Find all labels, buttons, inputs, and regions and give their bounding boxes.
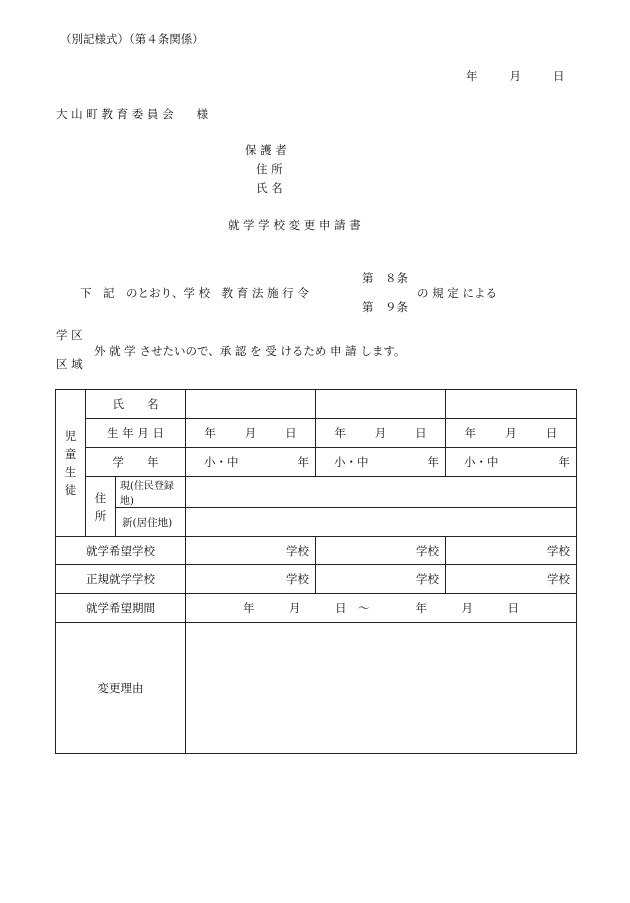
birthdate-field-2[interactable]: 年 月 日 (316, 419, 446, 448)
desired-school-field-1[interactable]: 学校 (186, 537, 316, 565)
addressee: 大 山 町 教 育 委 員 会 様 (56, 107, 209, 121)
document-title: 就 学 学 校 変 更 申 請 書 (228, 218, 361, 232)
change-reason-label: 変更理由 (56, 623, 186, 754)
student-name-field-2[interactable] (316, 390, 446, 419)
applicant-address-label: 住 所 (256, 162, 283, 176)
birthdate-field-1[interactable]: 年 月 日 (186, 419, 316, 448)
article-lower: 第 ９条 (362, 300, 408, 314)
regular-school-field-3[interactable]: 学校 (446, 565, 577, 594)
current-address-label: 現(住民登録地) (116, 477, 186, 508)
body-line1-left: 下 記 のとおり、学 校 教 育 法 施 行 令 (80, 286, 309, 300)
new-address-field[interactable] (186, 508, 577, 537)
change-reason-field[interactable] (186, 623, 577, 754)
student-group-label: 児 童 生 徒 (56, 390, 86, 537)
grade-field-3[interactable]: 小・中 年 (446, 448, 577, 477)
date-line: 年 月 日 (466, 69, 568, 83)
article-upper: 第 ８条 (362, 271, 408, 285)
form-note: （別記様式）（第４条関係） (60, 32, 204, 46)
grade-field-1[interactable]: 小・中 年 (186, 448, 316, 477)
regular-school-field-2[interactable]: 学校 (316, 565, 446, 594)
district-upper: 学 区 (56, 328, 83, 342)
desired-school-field-3[interactable]: 学校 (446, 537, 577, 565)
student-name-label: 氏 名 (86, 390, 186, 419)
desired-period-label: 就学希望期間 (56, 594, 186, 623)
birthdate-label: 生 年 月 日 (86, 419, 186, 448)
grade-label: 学 年 (86, 448, 186, 477)
desired-period-field[interactable]: 年 月 日 〜 年 月 日 (186, 594, 577, 623)
desired-school-field-2[interactable]: 学校 (316, 537, 446, 565)
grade-field-2[interactable]: 小・中 年 (316, 448, 446, 477)
application-table (55, 389, 577, 754)
regular-school-field-1[interactable]: 学校 (186, 565, 316, 594)
applicant-name-label: 氏 名 (256, 181, 283, 195)
body-line2: 外 就 学 させたいので、承 認 を 受 けるため 申 請 します。 (94, 344, 406, 358)
address-group-label: 住 所 (86, 477, 116, 537)
student-name-field-3[interactable] (446, 390, 577, 419)
guardian-label: 保 護 者 (245, 143, 287, 157)
current-address-field[interactable] (186, 477, 577, 508)
district-lower: 区 域 (56, 357, 83, 371)
desired-school-label: 就学希望学校 (56, 537, 186, 565)
body-line1-right: の 規 定 による (417, 286, 497, 300)
student-name-field-1[interactable] (186, 390, 316, 419)
new-address-label: 新(居住地) (116, 508, 186, 537)
birthdate-field-3[interactable]: 年 月 日 (446, 419, 577, 448)
regular-school-label: 正規就学学校 (56, 565, 186, 594)
